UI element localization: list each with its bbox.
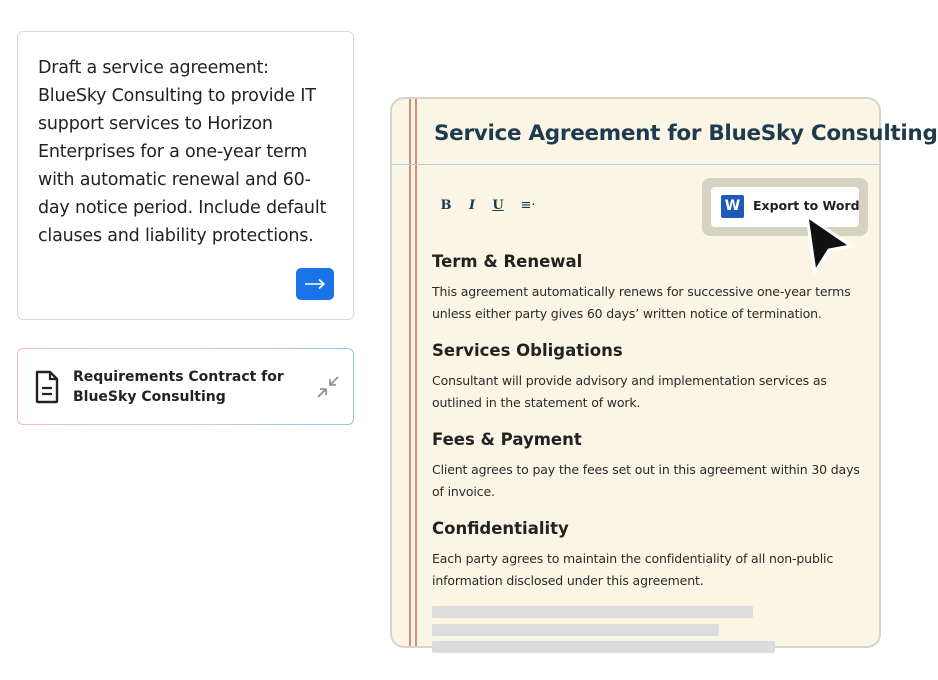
requirements-card[interactable] — [17, 348, 354, 425]
section-heading: Confidentiality — [432, 519, 569, 538]
section-fees-payment — [432, 429, 872, 503]
skeleton-line — [432, 641, 775, 653]
underline-button[interactable]: U — [492, 198, 504, 213]
send-button[interactable] — [296, 268, 334, 300]
skeleton-line — [432, 624, 719, 636]
section-heading: Term & Renewal — [432, 252, 583, 271]
document-title: Service Agreement for BlueSky Consulting — [434, 121, 938, 146]
margin-line — [409, 99, 411, 646]
arrow-right-icon — [304, 278, 326, 290]
section-confidentiality — [432, 518, 872, 592]
document-panel — [390, 97, 938, 648]
document-icon — [34, 370, 60, 404]
export-label: Export to Word — [753, 198, 860, 213]
section-heading: Services Obligations — [432, 341, 623, 360]
italic-button[interactable]: I — [468, 198, 476, 213]
section-body: Each party agrees to maintain the confidentiality of all non-public information disclosed under this agreement. — [432, 551, 834, 588]
bold-button[interactable]: B — [440, 198, 452, 213]
requirements-title: Requirements Contract for BlueSky Consulting — [73, 369, 284, 405]
section-services-obligations — [432, 340, 872, 414]
section-body: Consultant will provide advisory and implementation services as outlined in the statement of work. — [432, 373, 827, 410]
section-body: This agreement automatically renews for successive one-year terms unless either party gives 60 days’ written notice of termination. — [432, 284, 851, 321]
section-heading: Fees & Payment — [432, 430, 582, 449]
prompt-card — [17, 31, 354, 320]
word-icon: W — [721, 195, 744, 218]
collapse-icon[interactable] — [316, 375, 340, 399]
align-dropdown[interactable]: ≡· — [520, 198, 536, 213]
document-header — [392, 99, 938, 165]
format-toolbar — [440, 198, 538, 213]
mouse-pointer-icon — [803, 212, 855, 276]
skeleton-line — [432, 606, 753, 618]
margin-line — [415, 99, 417, 646]
section-body: Client agrees to pay the fees set out in this agreement within 30 days of invoice. — [432, 462, 860, 499]
prompt-text[interactable]: Draft a service agreement: BlueSky Consulting to provide IT support services to Horizon Enterprises for a one-year term with automatic renewal and 60-day notice period. Include default clauses and liability protections. — [38, 58, 327, 246]
